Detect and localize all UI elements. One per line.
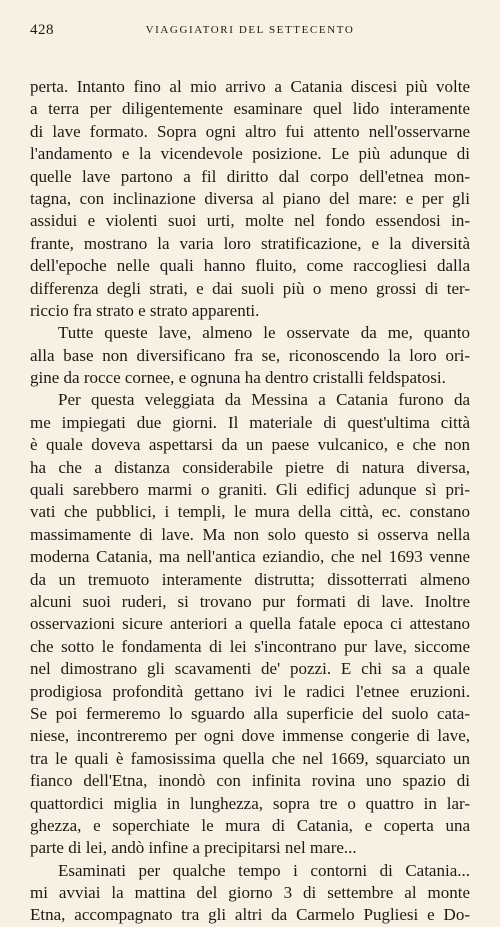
text-line: osservazioni sicure anteriori a quella fatale epoca ci attestano xyxy=(30,614,470,634)
text-line: Tutte queste lave, almeno le osservate da me, quanto xyxy=(58,323,470,343)
text-line: Etna, accompagnato tra gli altri da Carmelo Pugliesi e Do- xyxy=(30,905,470,925)
text-line: parte di lei, andò infine a precipitarsi nel mare... xyxy=(30,838,357,858)
text-line: Per questa veleggiata da Messina a Catania furono da xyxy=(58,390,470,410)
page-number: 428 xyxy=(30,22,54,38)
text-line: quali sarebbero marmi o graniti. Gli edificj adunque sì pri- xyxy=(30,480,470,500)
text-line: perta. Intanto fino al mio arrivo a Catania discesi più volte xyxy=(30,77,470,96)
page-header xyxy=(30,22,470,44)
paragraph xyxy=(30,76,470,322)
text-line: gine da rocce cornee, e ognuna ha dentro cristalli feldspatosi. xyxy=(30,368,446,388)
paragraph xyxy=(30,860,470,927)
text-line: riccio fra strato e strato apparenti. xyxy=(30,300,260,320)
running-head: VIAGGIATORI DEL SETTECENTO xyxy=(145,24,355,36)
paragraph xyxy=(30,389,470,859)
text-line: dell'epoche nelle quali hanno fluito, come raccogliesi dalla xyxy=(30,256,470,276)
paragraph xyxy=(30,322,470,389)
text-line: ghezza, e soperchiate le mura di Catania, e coperta una xyxy=(30,815,470,835)
text-line: Esaminati per qualche tempo i contorni di Catania... xyxy=(58,860,470,880)
body-text xyxy=(30,76,470,927)
text-line: tra le quali è famosissima quella che nel 1669, squarciato un xyxy=(30,748,470,768)
text-line: quelle lave partono a fil diritto dal corpo dell'etnea mon- xyxy=(30,166,470,186)
text-line: assidui e violenti suoi urti, molte nel fondo essendosi in- xyxy=(30,211,470,231)
text-line: niese, incontreremo per ogni dove immense congerie di lave, xyxy=(30,726,470,746)
text-line: moderna Catania, ma nell'antica eziandio, che nel 1693 venne xyxy=(30,547,470,567)
text-line: vati che pubblici, i templi, le mura della città, ec. constano xyxy=(30,502,470,522)
text-line: prodigiosa profondità gettano ivi le radici l'etnee eruzioni. xyxy=(30,681,470,701)
text-line: a terra per diligentemente esaminare quel lido interamente xyxy=(30,99,470,119)
text-line: differenza degli strati, e dai suoli più o meno grossi di ter- xyxy=(30,278,470,298)
text-line: ha che a distanza considerabile pietre di natura diversa, xyxy=(30,457,470,477)
text-line: che sotto le fondamenta di lei s'incontrano pur lave, siccome xyxy=(30,636,470,656)
text-line: me impiegati due giorni. Il materiale di quest'ultima città xyxy=(30,412,470,432)
text-line: tagna, con inclinazione diversa al piano del mare: e per gli xyxy=(30,188,470,208)
text-line: quattordici miglia in lunghezza, sopra tre o quattro in lar- xyxy=(30,793,470,813)
text-line: frante, mostrano la varia loro stratificazione, e la diversità xyxy=(30,233,470,253)
text-line: da un tremuoto interamente distrutta; dissotterrati almeno xyxy=(30,569,470,589)
text-line: massimamente di lave. Ma non solo questo si osserva nella xyxy=(30,524,470,544)
text-line: alcuni suoi ruderi, si trovano pur formati di lave. Inoltre xyxy=(30,591,470,611)
text-line: mi avviai la mattina del giorno 3 di settembre al monte xyxy=(30,883,470,903)
text-line: è quale doveva aspettarsi da un paese vulcanico, e che non xyxy=(30,435,470,455)
text-line: alla base non diversificano fra se, riconoscendo la loro ori- xyxy=(30,345,470,365)
text-line: fianco dell'Etna, inondò con infinita rovina uno spazio di xyxy=(30,771,470,791)
text-line: Se poi fermeremo lo sguardo alla superficie del suolo cata- xyxy=(30,703,470,723)
text-line: nel dimostrano gli scavamenti de' pozzi. E chi sa a quale xyxy=(30,659,470,679)
text-line: l'andamento e la vicendevole posizione. Le più adunque di xyxy=(30,144,470,164)
text-line: di lave formato. Sopra ogni altro fui attento nell'osservarne xyxy=(30,121,470,141)
